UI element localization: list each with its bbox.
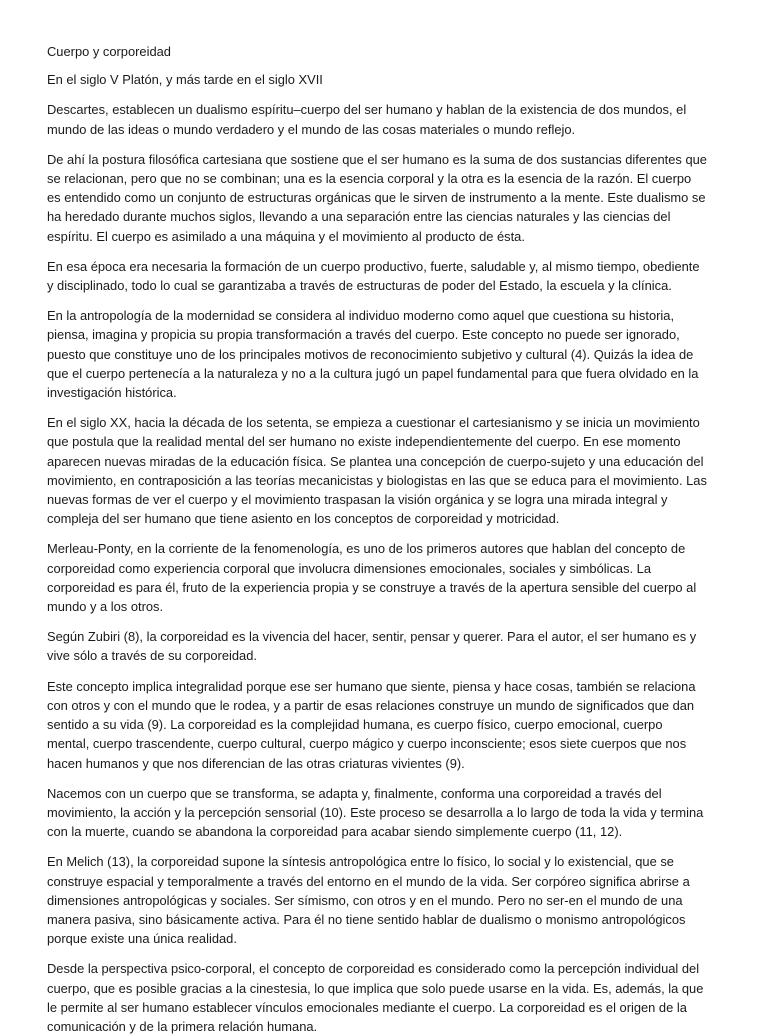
- paragraph-2: Descartes, establecen un dualismo espíritu–cuerpo del ser humano y hablan de la existencia de dos mundos, el mundo de las ideas o mundo verdadero y el mundo de las cosas materiales o mundo reflejo.: [47, 102, 687, 137]
- paragraph-3: De ahí la postura filosófica cartesiana que sostiene que el ser humano es la suma de dos sustancias diferentes que se relacionan, pero que no se combinan; una es la esencia corporal y la otra es la esencia de la razón. El cuerpo es entendido como un conjunto de estructuras orgánicas que le sirven de instrumento a la mente. Este dualismo se ha heredado durante muchos siglos, llevando a una separación entre las ciencias naturales y las ciencias del espíritu. El cuerpo es asimilado a una máquina y el movimiento al producto de ésta.: [47, 151, 707, 244]
- paragraph-6: En el siglo XX, hacia la década de los setenta, se empieza a cuestionar el cartesianismo y se inicia un movimiento que postula que la realidad mental del ser humano no existe independientemente del cuerpo. En ese momento aparecen nuevas miradas de la educación física. Se plantea una concepción de cuerpo-sujeto y una educación del movimiento, en contraposición a las teorías mecanicistas y biologistas en las que se educa para el movimiento. Las nuevas formas de ver el cuerpo y el movimiento traspasan la visión orgánica y se logra una mirada integral y compleja del ser humano que tiene asiento en los conceptos de corporeidad y motricidad.: [47, 415, 707, 527]
- paragraph-7: Merleau-Ponty, en la corriente de la fenomenología, es uno de los primeros autores que hablan del concepto de corporeidad como experiencia corporal que involucra dimensiones emocionales, sociales y simbólicas. La corporeidad es para él, fruto de la experiencia propia y se construye a través de la apertura sensible del cuerpo al mundo y a los otros.: [47, 541, 697, 615]
- document-title: Cuerpo y corporeidad: [47, 44, 171, 59]
- paragraph-4: En esa época era necesaria la formación de un cuerpo productivo, fuerte, saludable y, al mismo tiempo, obediente y disciplinado, todo lo cual se garantizaba a través de estructuras de poder del Estado, la escuela y la clínica.: [47, 258, 700, 294]
- paragraph-9: Este concepto implica integralidad porque ese ser humano que siente, piensa y hace cosas, también se relaciona con otros y con el mundo que le rodea, y a partir de esas relaciones construye un mundo de significados que dan sentido a su vida (9). La corporeidad es la complejidad humana, es cuerpo físico, cuerpo emocional, cuerpo mental, cuerpo trascendente, cuerpo cultural, cuerpo mágico y cuerpo inconsciente; esos siete cuerpos que nos hacen humanos y que nos diferencian de las otras criaturas vivientes (9).: [47, 678, 696, 771]
- paragraph-5: En la antropología de la modernidad se considera al individuo moderno como aquel que cuestiona su historia, piensa, imagina y propicia su propia transformación a través del cuerpo. Este concepto no puede ser ignorado, puesto que constituye uno de los principales motivos de reconocimiento subjetivo y cultural (4). Quizás la idea de que el cuerpo pertenecía a la naturaleza y no a la cultura jugó un papel fundamental para que fuera olvidado en la investigación histórica.: [47, 308, 699, 401]
- paragraph-10: Nacemos con un cuerpo que se transforma, se adapta y, finalmente, conforma una corporeidad a través del movimiento, la acción y la percepción sensorial (10). Este proceso se desarrolla a lo largo de toda la vida y termina con la muerte, cuando se abandona la corporeidad para acabar siendo simplemente cuerpo (11, 12).: [47, 785, 704, 840]
- paragraph-11: En Melich (13), la corporeidad supone la síntesis antropológica entre lo físico, lo social y lo existencial, que se construye espacial y temporalmente a través del entorno en el mundo de la vida. Ser corpóreo significa abrirse a dimensiones antropológicas y sociales. Ser símismo, con otros y en el mundo. Pero no ser-en el mundo de una manera pasiva, sino básicamente activa. Para él no tiene sentido hablar de dualismo o monismo antropológicos porque existe una única realidad.: [47, 854, 690, 947]
- paragraph-8: Según Zubiri (8), la corporeidad es la vivencia del hacer, sentir, pensar y querer. Para el autor, el ser humano es y vive sólo a través de su corporeidad.: [47, 629, 697, 664]
- paragraph-12: Desde la perspectiva psico-corporal, el concepto de corporeidad es considerado como la percepción individual del cuerpo, que es posible gracias a la cinestesia, lo que implica que solo puede usarse en la vida. Es, además, la que le permite al ser humano establecer vínculos emocionales mediante el cuerpo. La corporeidad es el origen de la comunicación y de la primera relación humana.: [47, 961, 704, 1034]
- paragraph-1: En el siglo V Platón, y más tarde en el siglo XVII: [47, 72, 323, 88]
